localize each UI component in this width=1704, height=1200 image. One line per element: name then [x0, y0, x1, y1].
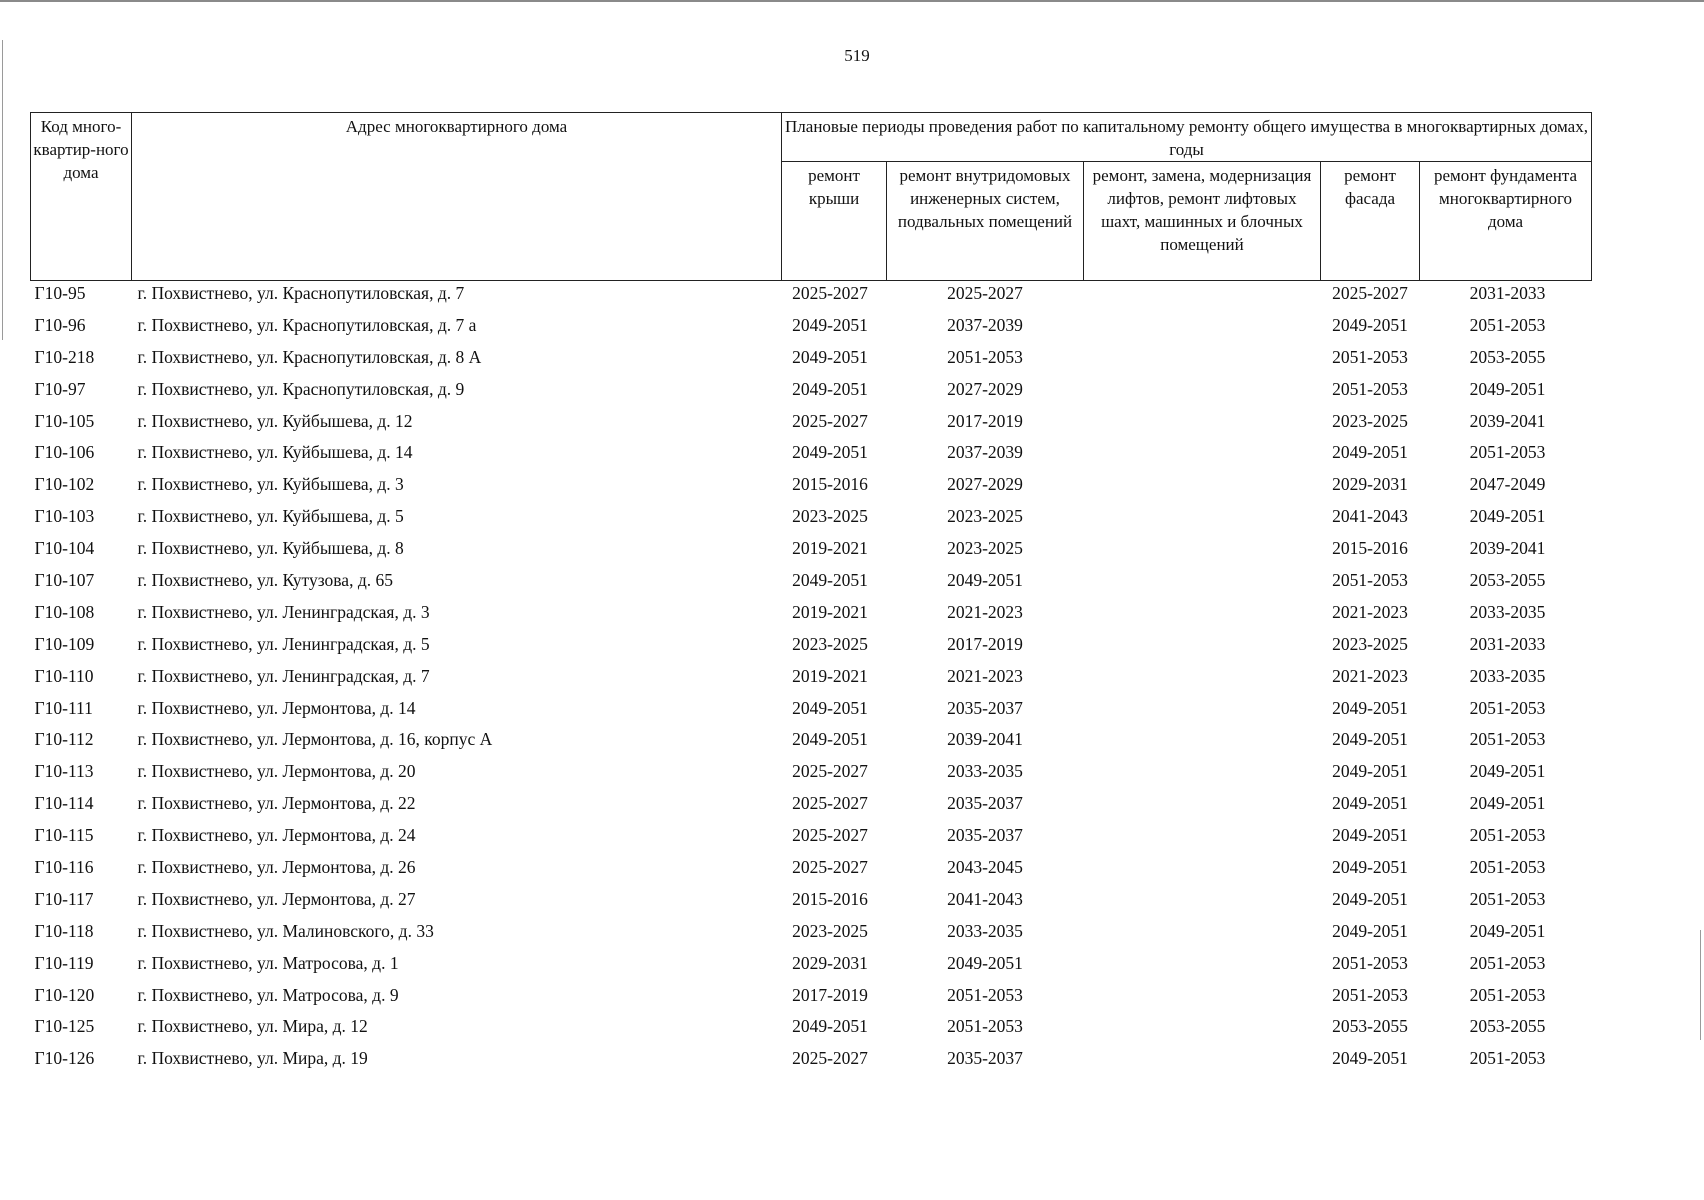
cell-address: г. Похвистнево, ул. Кутузова, д. 65	[137, 570, 393, 591]
cell-code: Г10-120	[34, 984, 95, 1005]
cell-lifts	[1084, 1046, 1321, 1078]
cell-address: г. Похвистнево, ул. Лермонтова, д. 14	[137, 697, 416, 718]
cell-roof: 2049-2051	[792, 697, 868, 718]
cell-code: Г10-126	[34, 1048, 95, 1069]
header-code: Код много-квартир-ного дома	[31, 113, 132, 281]
cell-foundation: 2053-2055	[1469, 570, 1546, 591]
cell-roof: 2025-2027	[792, 283, 868, 303]
cell-engineering: 2035-2037	[947, 825, 1023, 846]
cell-code: Г10-104	[34, 538, 95, 559]
cell-roof: 2015-2016	[792, 888, 868, 909]
cell-code: Г10-117	[34, 888, 94, 909]
cell-lifts	[1084, 440, 1321, 472]
cell-engineering: 2035-2037	[947, 1048, 1023, 1069]
cell-code: Г10-118	[34, 920, 94, 941]
cell-foundation: 2049-2051	[1469, 506, 1546, 527]
cell-engineering: 2033-2035	[947, 761, 1023, 782]
cell-facade: 2049-2051	[1332, 920, 1408, 941]
cell-foundation: 2047-2049	[1469, 474, 1546, 495]
cell-address: г. Похвистнево, ул. Куйбышева, д. 14	[137, 442, 413, 463]
cell-engineering: 2039-2041	[947, 729, 1023, 750]
cell-address: г. Похвистнево, ул. Куйбышева, д. 12	[137, 410, 413, 431]
cell-facade: 2049-2051	[1332, 793, 1408, 814]
cell-address: г. Похвистнево, ул. Куйбышева, д. 3	[137, 474, 404, 495]
cell-roof: 2025-2027	[792, 1048, 868, 1069]
table-row	[31, 759, 1592, 791]
cell-lifts	[1084, 281, 1321, 313]
cell-code: Г10-105	[34, 410, 95, 431]
cell-code: Г10-110	[34, 665, 94, 686]
cell-roof: 2049-2051	[792, 442, 868, 463]
cell-roof: 2015-2016	[792, 474, 868, 495]
cell-facade: 2049-2051	[1332, 1048, 1408, 1069]
cell-address: г. Похвистнево, ул. Мира, д. 12	[137, 1016, 368, 1037]
table-row	[31, 855, 1592, 887]
cell-lifts	[1084, 377, 1321, 409]
cell-foundation: 2033-2035	[1469, 665, 1546, 686]
table-row	[31, 409, 1592, 441]
table-row	[31, 440, 1592, 472]
cell-facade: 2051-2053	[1332, 378, 1408, 399]
cell-address: г. Похвистнево, ул. Краснопутиловская, д. 7	[137, 283, 465, 303]
cell-roof: 2049-2051	[792, 570, 868, 591]
cell-roof: 2025-2027	[792, 410, 868, 431]
cell-roof: 2025-2027	[792, 825, 868, 846]
cell-engineering: 2021-2023	[947, 601, 1023, 622]
cell-foundation: 2053-2055	[1469, 1016, 1546, 1037]
cell-foundation: 2051-2053	[1469, 825, 1546, 846]
cell-lifts	[1084, 823, 1321, 855]
table-row	[31, 536, 1592, 568]
table-row	[31, 951, 1592, 983]
table-row	[31, 664, 1592, 696]
cell-code: Г10-111	[34, 697, 93, 718]
cell-facade: 2049-2051	[1332, 761, 1408, 782]
cell-roof: 2025-2027	[792, 761, 868, 782]
cell-roof: 2019-2021	[792, 538, 868, 559]
table-row	[31, 281, 1592, 313]
cell-lifts	[1084, 696, 1321, 728]
cell-foundation: 2051-2053	[1469, 952, 1546, 973]
scan-edge-right	[1700, 930, 1701, 1040]
cell-roof: 2023-2025	[792, 506, 868, 527]
cell-address: г. Похвистнево, ул. Мира, д. 19	[137, 1048, 368, 1069]
cell-foundation: 2031-2033	[1469, 283, 1546, 303]
cell-engineering: 2027-2029	[947, 474, 1023, 495]
cell-lifts	[1084, 632, 1321, 664]
cell-roof: 2025-2027	[792, 857, 868, 878]
cell-engineering: 2035-2037	[947, 793, 1023, 814]
cell-foundation: 2039-2041	[1469, 410, 1546, 431]
cell-engineering: 2051-2053	[947, 1016, 1023, 1037]
cell-address: г. Похвистнево, ул. Лермонтова, д. 26	[137, 857, 416, 878]
table-row	[31, 504, 1592, 536]
cell-lifts	[1084, 855, 1321, 887]
cell-facade: 2053-2055	[1332, 1016, 1408, 1037]
table-row	[31, 1014, 1592, 1046]
capital-repair-table	[30, 112, 1592, 1078]
table-row	[31, 696, 1592, 728]
cell-roof: 2019-2021	[792, 601, 868, 622]
cell-address: г. Похвистнево, ул. Матросова, д. 1	[137, 952, 399, 973]
cell-foundation: 2051-2053	[1469, 984, 1546, 1005]
cell-roof: 2029-2031	[792, 952, 868, 973]
cell-code: Г10-109	[34, 633, 95, 654]
header-periods: Плановые периоды проведения работ по капитальному ремонту общего имущества в многоквартирных домах, годы	[782, 113, 1592, 162]
cell-lifts	[1084, 600, 1321, 632]
scan-edge-top	[0, 0, 1704, 2]
cell-code: Г10-107	[34, 570, 95, 591]
cell-facade: 2023-2025	[1332, 410, 1408, 431]
cell-address: г. Похвистнево, ул. Куйбышева, д. 8	[137, 538, 404, 559]
cell-facade: 2049-2051	[1332, 442, 1408, 463]
cell-engineering: 2021-2023	[947, 665, 1023, 686]
cell-lifts	[1084, 759, 1321, 791]
table-row	[31, 919, 1592, 951]
cell-engineering: 2051-2053	[947, 984, 1023, 1005]
cell-code: Г10-103	[34, 506, 95, 527]
cell-address: г. Похвистнево, ул. Лермонтова, д. 16, корпус А	[137, 729, 493, 750]
cell-engineering: 2037-2039	[947, 314, 1023, 335]
cell-facade: 2051-2053	[1332, 952, 1408, 973]
cell-roof: 2017-2019	[792, 984, 868, 1005]
cell-engineering: 2037-2039	[947, 442, 1023, 463]
cell-code: Г10-218	[34, 346, 95, 367]
cell-lifts	[1084, 664, 1321, 696]
cell-roof: 2023-2025	[792, 633, 868, 654]
cell-engineering: 2043-2045	[947, 857, 1023, 878]
table-row	[31, 983, 1592, 1015]
cell-lifts	[1084, 504, 1321, 536]
cell-code: Г10-114	[34, 793, 94, 814]
cell-address: г. Похвистнево, ул. Лермонтова, д. 24	[137, 825, 416, 846]
cell-facade: 2051-2053	[1332, 570, 1408, 591]
cell-code: Г10-97	[34, 378, 86, 399]
cell-facade: 2049-2051	[1332, 729, 1408, 750]
cell-address: г. Похвистнево, ул. Малиновского, д. 33	[137, 920, 434, 941]
cell-facade: 2029-2031	[1332, 474, 1408, 495]
cell-engineering: 2049-2051	[947, 952, 1023, 973]
cell-code: Г10-96	[34, 314, 86, 335]
cell-foundation: 2051-2053	[1469, 697, 1546, 718]
cell-roof: 2049-2051	[792, 729, 868, 750]
cell-foundation: 2051-2053	[1469, 442, 1546, 463]
cell-code: Г10-119	[34, 952, 94, 973]
cell-foundation: 2049-2051	[1469, 793, 1546, 814]
cell-code: Г10-113	[34, 761, 94, 782]
cell-address: г. Похвистнево, ул. Ленинградская, д. 3	[137, 601, 430, 622]
page-number: 519	[844, 46, 870, 65]
cell-lifts	[1084, 919, 1321, 951]
cell-code: Г10-125	[34, 1016, 95, 1037]
cell-code: Г10-112	[34, 729, 94, 750]
cell-facade: 2025-2027	[1332, 283, 1408, 303]
cell-facade: 2049-2051	[1332, 888, 1408, 909]
cell-code: Г10-95	[34, 283, 86, 303]
table-body	[31, 281, 1592, 1079]
cell-code: Г10-108	[34, 601, 95, 622]
cell-foundation: 2051-2053	[1469, 1048, 1546, 1069]
cell-facade: 2051-2053	[1332, 346, 1408, 367]
cell-roof: 2049-2051	[792, 1016, 868, 1037]
table-row	[31, 313, 1592, 345]
cell-lifts	[1084, 791, 1321, 823]
cell-code: Г10-106	[34, 442, 95, 463]
table-row	[31, 377, 1592, 409]
header-roof: ремонт крыши	[782, 162, 887, 281]
cell-lifts	[1084, 409, 1321, 441]
cell-code: Г10-102	[34, 474, 95, 495]
cell-roof: 2019-2021	[792, 665, 868, 686]
cell-address: г. Похвистнево, ул. Лермонтова, д. 27	[137, 888, 416, 909]
cell-foundation: 2049-2051	[1469, 761, 1546, 782]
table-row	[31, 727, 1592, 759]
cell-facade: 2051-2053	[1332, 984, 1408, 1005]
table-row	[31, 823, 1592, 855]
cell-facade: 2023-2025	[1332, 633, 1408, 654]
cell-facade: 2021-2023	[1332, 665, 1408, 686]
cell-engineering: 2017-2019	[947, 633, 1023, 654]
cell-address: г. Похвистнево, ул. Краснопутиловская, д. 8 А	[137, 346, 482, 367]
cell-foundation: 2049-2051	[1469, 920, 1546, 941]
table-row	[31, 1046, 1592, 1078]
table-row	[31, 345, 1592, 377]
cell-roof: 2025-2027	[792, 793, 868, 814]
cell-roof: 2049-2051	[792, 378, 868, 399]
cell-lifts	[1084, 313, 1321, 345]
cell-foundation: 2033-2035	[1469, 601, 1546, 622]
cell-address: г. Похвистнево, ул. Ленинградская, д. 5	[137, 633, 430, 654]
table-header	[31, 113, 1592, 281]
cell-foundation: 2049-2051	[1469, 378, 1546, 399]
cell-facade: 2049-2051	[1332, 857, 1408, 878]
table-row	[31, 472, 1592, 504]
table-row	[31, 887, 1592, 919]
cell-lifts	[1084, 345, 1321, 377]
table-row	[31, 632, 1592, 664]
cell-address: г. Похвистнево, ул. Краснопутиловская, д. 7 а	[137, 314, 477, 335]
cell-code: Г10-116	[34, 857, 94, 878]
cell-address: г. Похвистнево, ул. Краснопутиловская, д. 9	[137, 378, 465, 399]
cell-engineering: 2017-2019	[947, 410, 1023, 431]
cell-engineering: 2023-2025	[947, 506, 1023, 527]
cell-foundation: 2051-2053	[1469, 314, 1546, 335]
cell-code: Г10-115	[34, 825, 94, 846]
cell-engineering: 2033-2035	[947, 920, 1023, 941]
cell-engineering: 2027-2029	[947, 378, 1023, 399]
cell-facade: 2015-2016	[1332, 538, 1408, 559]
header-lifts: ремонт, замена, модернизация лифтов, ремонт лифтовых шахт, машинных и блочных помещений	[1084, 162, 1321, 281]
cell-facade: 2049-2051	[1332, 314, 1408, 335]
cell-engineering: 2041-2043	[947, 888, 1023, 909]
cell-engineering: 2023-2025	[947, 538, 1023, 559]
cell-foundation: 2053-2055	[1469, 346, 1546, 367]
cell-lifts	[1084, 951, 1321, 983]
cell-facade: 2021-2023	[1332, 601, 1408, 622]
cell-foundation: 2051-2053	[1469, 729, 1546, 750]
cell-lifts	[1084, 536, 1321, 568]
cell-facade: 2041-2043	[1332, 506, 1408, 527]
cell-lifts	[1084, 1014, 1321, 1046]
cell-address: г. Похвистнево, ул. Лермонтова, д. 20	[137, 761, 416, 782]
cell-lifts	[1084, 727, 1321, 759]
scan-edge-left	[2, 40, 3, 340]
cell-address: г. Похвистнево, ул. Матросова, д. 9	[137, 984, 399, 1005]
cell-roof: 2049-2051	[792, 314, 868, 335]
cell-facade: 2049-2051	[1332, 697, 1408, 718]
header-foundation: ремонт фундамента многоквартирного дома	[1420, 162, 1592, 281]
cell-engineering: 2051-2053	[947, 346, 1023, 367]
cell-roof: 2023-2025	[792, 920, 868, 941]
header-facade: ремонт фасада	[1321, 162, 1420, 281]
cell-address: г. Похвистнево, ул. Лермонтова, д. 22	[137, 793, 416, 814]
cell-foundation: 2039-2041	[1469, 538, 1546, 559]
table-row	[31, 791, 1592, 823]
table-row	[31, 568, 1592, 600]
cell-facade: 2049-2051	[1332, 825, 1408, 846]
cell-address: г. Похвистнево, ул. Ленинградская, д. 7	[137, 665, 430, 686]
cell-roof: 2049-2051	[792, 346, 868, 367]
cell-foundation: 2051-2053	[1469, 888, 1546, 909]
cell-foundation: 2051-2053	[1469, 857, 1546, 878]
cell-foundation: 2031-2033	[1469, 633, 1546, 654]
cell-address: г. Похвистнево, ул. Куйбышева, д. 5	[137, 506, 404, 527]
header-address: Адрес многоквартирного дома	[132, 113, 782, 281]
cell-lifts	[1084, 983, 1321, 1015]
header-engineering: ремонт внутридомовых инженерных систем, подвальных помещений	[887, 162, 1084, 281]
cell-engineering: 2025-2027	[947, 283, 1023, 303]
table-row	[31, 600, 1592, 632]
cell-lifts	[1084, 472, 1321, 504]
cell-engineering: 2035-2037	[947, 697, 1023, 718]
cell-lifts	[1084, 568, 1321, 600]
cell-lifts	[1084, 887, 1321, 919]
cell-engineering: 2049-2051	[947, 570, 1023, 591]
